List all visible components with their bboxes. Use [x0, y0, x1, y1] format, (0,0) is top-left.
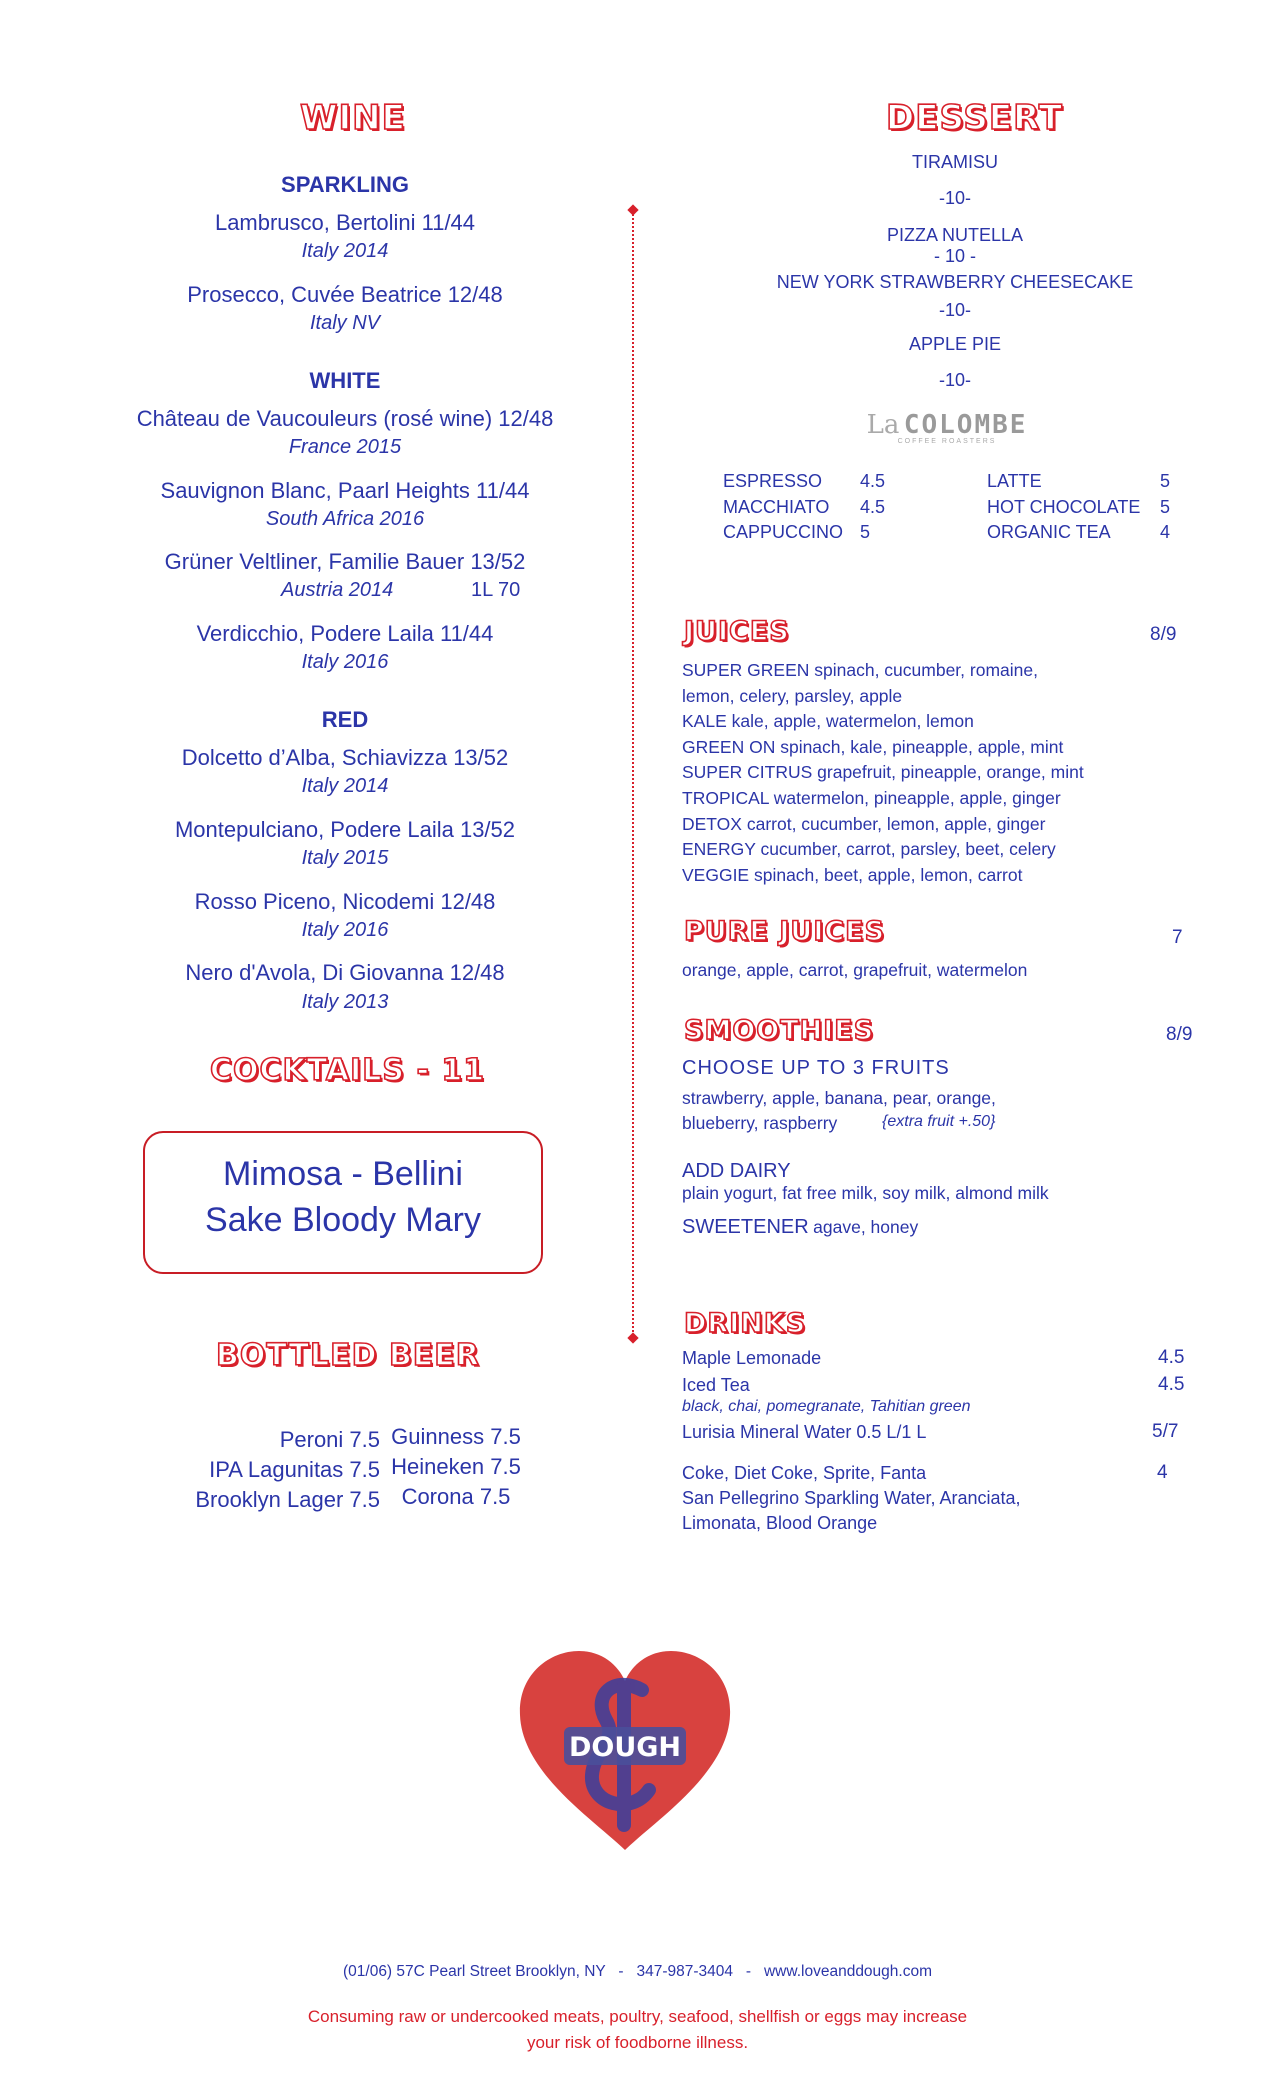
- white-heading: WHITE: [309, 368, 381, 393]
- beer-list-left: [160, 1425, 380, 1515]
- drink-price: 4.5: [1158, 1374, 1185, 1395]
- juice-line: GREEN ON spinach, kale, pineapple, apple, mint: [682, 736, 1064, 757]
- dairy-options: plain yogurt, fat free milk, soy milk, almond milk: [682, 1183, 1049, 1203]
- drink-name: Lurisia Mineral Water 0.5 L/1 L: [682, 1422, 927, 1442]
- dessert-line: -10-: [938, 300, 971, 320]
- coffee-item-name: LATTE: [987, 471, 1042, 491]
- coffee-item-name: CAPPUCCINO: [723, 522, 844, 542]
- dessert-list: [720, 0, 1190, 400]
- drink-name: Iced Tea: [682, 1375, 750, 1395]
- wine-item-name: Château de Vaucouleurs (rosé wine) 12/48: [136, 406, 554, 431]
- la-colombe-logo: [847, 410, 1047, 462]
- juices-title: JUICES: [684, 616, 790, 647]
- juice-line: TROPICAL watermelon, pineapple, apple, ginger: [682, 787, 1061, 808]
- sweetener-options: agave, honey: [813, 1217, 919, 1237]
- sparkling-heading: SPARKLING: [281, 172, 409, 197]
- dessert-line: TIRAMISU: [911, 152, 998, 172]
- coffee-item-name: ORGANIC TEA: [987, 522, 1111, 542]
- logo-main: COLOMBE: [903, 410, 1028, 440]
- footer-warning: your risk of foodborne illness.: [526, 2033, 749, 2052]
- coffee-item-name: HOT CHOCOLATE: [987, 497, 1141, 517]
- dessert-line: - 10 -: [933, 246, 976, 266]
- logo-prefix: La: [866, 410, 900, 440]
- wine-item-origin: France 2015: [288, 436, 402, 458]
- wine-item-name: Prosecco, Cuvée Beatrice 12/48: [187, 282, 503, 307]
- dessert-line: -10-: [938, 188, 971, 208]
- heart-icon: [514, 1645, 736, 1857]
- wine-item-name: Rosso Piceno, Nicodemi 12/48: [194, 889, 496, 914]
- beer-item: Heineken 7.5: [391, 1454, 521, 1479]
- beer-list-right: [376, 1422, 536, 1512]
- wine-item-name: Sauvignon Blanc, Paarl Heights 11/44: [160, 478, 530, 503]
- wine-list: [100, 0, 590, 1100]
- love-and-dough-logo: [514, 1645, 736, 1857]
- drink-note: black, chai, pomegranate, Tahitian green: [682, 1398, 971, 1415]
- drink-name: Limonata, Blood Orange: [682, 1513, 878, 1533]
- dessert-line: NEW YORK STRAWBERRY CHEESECAKE: [776, 272, 1134, 292]
- juice-line: KALE kale, apple, watermelon, lemon: [682, 711, 974, 732]
- smoothies-fruits: strawberry, apple, banana, pear, orange,: [682, 1088, 996, 1108]
- wine-item-origin: Austria 2014: [281, 579, 394, 601]
- dessert-line: PIZZA NUTELLA: [886, 225, 1024, 245]
- smoothies-choose: CHOOSE UP TO 3 FRUITS: [682, 1057, 950, 1079]
- wine-item-origin: Italy 2014: [301, 240, 389, 262]
- wine-item-origin: Italy 2013: [301, 991, 389, 1013]
- drink-price: 4.5: [1158, 1347, 1185, 1368]
- cocktail-line: Mimosa - Bellini: [223, 1155, 463, 1193]
- wine-item-origin: Italy NV: [309, 312, 381, 334]
- wine-item-extra: 1L 70: [471, 579, 521, 601]
- wine-item-origin: Italy 2016: [301, 651, 389, 673]
- footer-warning: Consuming raw or undercooked meats, poultry, seafood, shellfish or eggs may increase: [307, 2007, 968, 2026]
- coffee-item-price: 4.5: [860, 497, 886, 517]
- sweetener-line: [682, 1216, 918, 1239]
- beer-item: IPA Lagunitas 7.5: [209, 1457, 380, 1482]
- smoothies-price: 8/9: [1166, 1024, 1193, 1045]
- wine-item-origin: South Africa 2016: [265, 508, 425, 530]
- wine-title: WINE: [300, 98, 406, 138]
- pure-juices-title: PURE JUICES: [684, 916, 886, 947]
- drinks-title: DRINKS: [684, 1308, 807, 1339]
- red-heading: RED: [321, 707, 369, 732]
- cocktail-line: Sake Bloody Mary: [205, 1201, 481, 1239]
- wine-item-name: Nero d'Avola, Di Giovanna 12/48: [185, 960, 505, 985]
- logo-sub: COFFEE ROASTERS: [897, 438, 997, 445]
- coffee-item-price: 5: [1160, 497, 1171, 517]
- coffee-item-name: ESPRESSO: [723, 471, 823, 491]
- wine-item-name: Montepulciano, Podere Laila 13/52: [174, 817, 516, 842]
- dessert-line: -10-: [938, 370, 971, 390]
- pure-juices-line: orange, apple, carrot, grapefruit, watermelon: [682, 960, 1028, 980]
- beer-item: Peroni 7.5: [279, 1427, 380, 1452]
- column-divider: [632, 210, 634, 1340]
- juice-line: ENERGY cucumber, carrot, parsley, beet, celery: [682, 839, 1056, 860]
- wine-item-origin: Italy 2016: [301, 919, 389, 941]
- wine-item-name: Dolcetto d’Alba, Schiavizza 13/52: [181, 745, 509, 770]
- beer-item: Guinness 7.5: [391, 1424, 521, 1449]
- juices-list: [682, 658, 1084, 888]
- cocktail-box: [143, 1131, 543, 1274]
- beer-item: Corona 7.5: [401, 1484, 511, 1509]
- drink-name: San Pellegrino Sparkling Water, Aranciata,: [682, 1488, 1021, 1508]
- smoothies-title: SMOOTHIES: [684, 1015, 875, 1046]
- coffee-item-price: 5: [1160, 471, 1171, 491]
- logo-text: DOUGH: [568, 1732, 682, 1763]
- wine-item-origin: Italy 2015: [301, 847, 389, 869]
- juice-line: SUPER GREEN spinach, cucumber, romaine,: [682, 660, 1038, 680]
- coffee-item-price: 4: [1160, 522, 1171, 542]
- juice-line: VEGGIE spinach, beet, apple, lemon, carrot: [682, 864, 1023, 885]
- smoothies-fruits: blueberry, raspberry: [682, 1113, 838, 1133]
- divider-diamond-top: [627, 204, 638, 215]
- beer-item: Brooklyn Lager 7.5: [195, 1487, 380, 1512]
- juice-line: lemon, celery, parsley, apple: [682, 685, 903, 706]
- coffee-item-price: 4.5: [860, 471, 886, 491]
- coffee-item-name: MACCHIATO: [723, 497, 830, 517]
- wine-item-name: Lambrusco, Bertolini 11/44: [214, 210, 476, 235]
- drink-price: 5/7: [1152, 1421, 1179, 1442]
- wine-item-name: Grüner Veltliner, Familie Bauer 13/52: [164, 549, 526, 574]
- wine-item-origin: Italy 2014: [301, 775, 389, 797]
- dessert-title: DESSERT: [886, 98, 1063, 138]
- dessert-line: APPLE PIE: [908, 334, 1002, 354]
- sweetener-heading: SWEETENER: [682, 1216, 809, 1238]
- divider-diamond-bottom: [627, 1332, 638, 1343]
- cocktails-title: COCKTAILS - 11: [210, 1053, 486, 1088]
- juices-price: 8/9: [1150, 624, 1177, 645]
- juice-line: SUPER CITRUS grapefruit, pineapple, orange, mint: [682, 762, 1084, 783]
- drink-price: 4: [1157, 1462, 1168, 1483]
- drink-name: Coke, Diet Coke, Sprite, Fanta: [682, 1463, 927, 1483]
- smoothies-extra: {extra fruit +.50}: [882, 1113, 996, 1130]
- footer-address: (01/06) 57C Pearl Street Brooklyn, NY - 347-987-3404 - www.loveanddough.com: [342, 1963, 933, 1980]
- wine-item-name: Verdicchio, Podere Laila 11/44: [196, 621, 494, 646]
- juice-line: DETOX carrot, cucumber, lemon, apple, ginger: [682, 813, 1046, 834]
- coffee-item-price: 5: [860, 522, 871, 542]
- pure-juices-price: 7: [1172, 927, 1183, 948]
- dairy-heading: ADD DAIRY: [682, 1160, 791, 1182]
- bottled-beer-title: BOTTLED BEER: [216, 1338, 480, 1373]
- drink-name: Maple Lemonade: [682, 1348, 822, 1368]
